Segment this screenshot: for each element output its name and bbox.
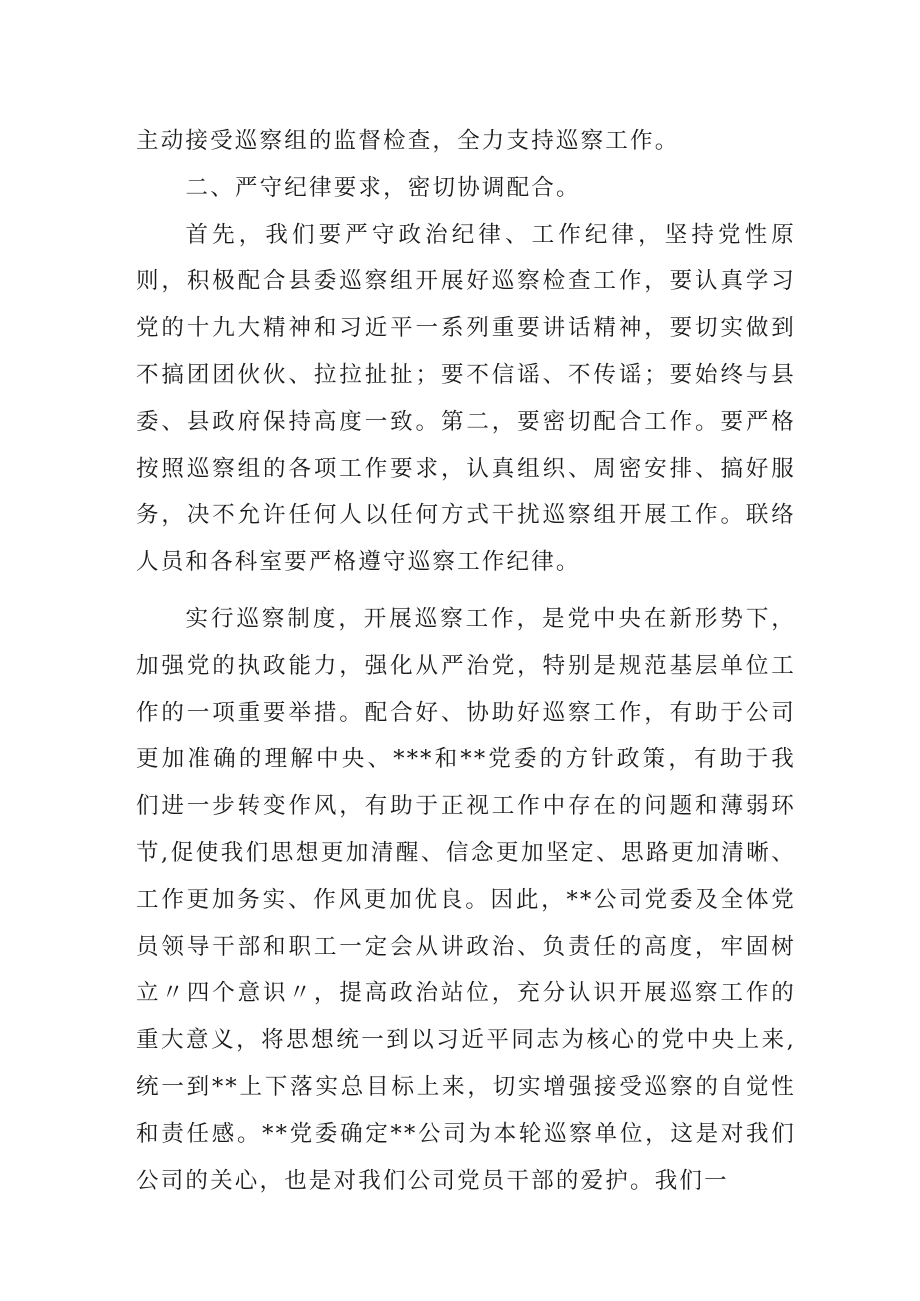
section-heading: 二、严守纪律要求，密切协调配合。 <box>185 174 581 201</box>
paragraph-discipline: 首先，我们要严守政治纪律、工作纪律，坚持党性原则，积极配合县委巡察组开展好巡察检查工作，要认真学习党的十九大精神和习近平一系列重要讲话精神，要切实做到不搞团团伙伙、拉拉扯扯；要不信谣、不传谣；要始终与县委、县政府保持高度一致。第二，要密切配合工作。要严格按照巡察组的各项工作要求，认真组织、周密安排、搞好服务，决不允许任何人以任何方式干扰巡察组开展工作。联络人员和各科室要严格遵守巡察工作纪律。 <box>136 221 796 576</box>
paragraph-inspection: 实行巡察制度，开展巡察工作，是党中央在新形势下，加强党的执政能力，强化从严治党，特别是规范基层单位工作的一项重要举措。配合好、协助好巡察工作，有助于公司更加准确的理解中央、***和**党委的方针政策，有助于我们进一步转变作风，有助于正视工作中存在的问题和薄弱环节,促使我们思想更加清醒、信念更加坚定、思路更加清晰、工作更加务实、作风更加优良。因此，**公司党委及全体党员领导干部和职工一定会从讲政治、负责任的高度，牢固树立〃四个意识〃，提高政治站位，充分认识开展巡察工作的重大意义，将思想统一到以习近平同志为核心的党中央上来,统一到**上下落实总目标上来，切实增强接受巡察的自觉性和责任感。**党委确定**公司为本轮巡察单位，这是对我们公司的关心，也是对我们公司党员干部的爱护。我们一 <box>136 605 796 1194</box>
paragraph-gap <box>136 586 796 596</box>
paragraph-continuation: 主动接受巡察组的监督检查，全力支持巡察工作。 <box>136 128 680 154</box>
document-body <box>136 118 796 1204</box>
